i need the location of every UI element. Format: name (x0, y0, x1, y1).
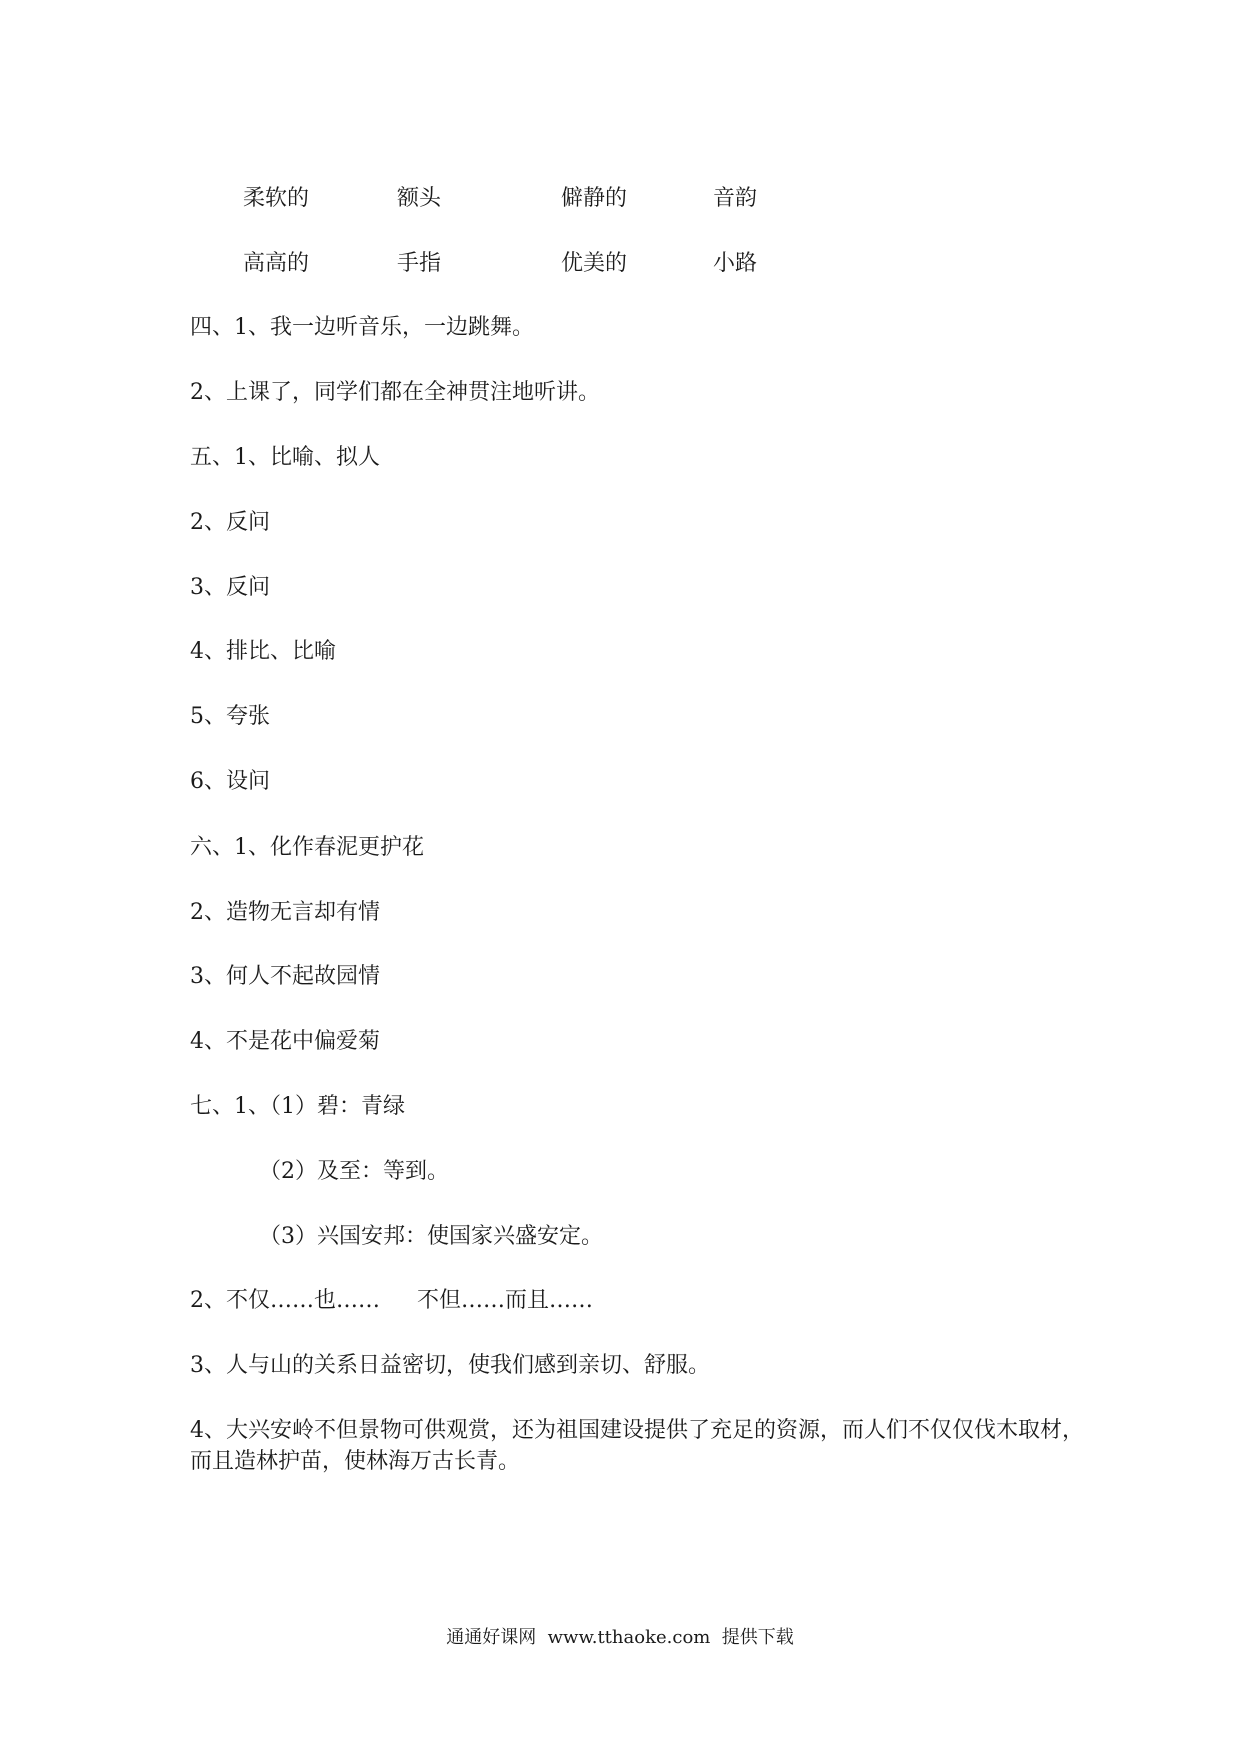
answer-line-5-1: 五、1、比喻、拟人 (190, 445, 380, 470)
answer-line-7-2b: 不但……而且…… (417, 1288, 594, 1313)
word-item: 小路 (713, 251, 758, 276)
answer-line-6-3: 3、何人不起故园情 (190, 964, 380, 989)
answer-line-5-3: 3、反问 (190, 575, 270, 600)
answer-line-7-3: 3、人与山的关系日益密切，使我们感到亲切、舒服。 (190, 1353, 710, 1378)
answer-line-7-2a: 2、不仅……也…… (190, 1288, 380, 1313)
word-item: 额头 (397, 186, 442, 211)
answer-line-7-1-3: （3）兴国安邦：使国家兴盛安定。 (259, 1224, 603, 1249)
answer-line-5-6: 6、设问 (190, 769, 270, 794)
answer-line-5-2: 2、反问 (190, 510, 270, 535)
answer-line-6-2: 2、造物无言却有情 (190, 900, 380, 925)
paragraph-line: 而且造林护苗，使林海万古长青。 (190, 1449, 521, 1474)
answer-line-4-2: 2、上课了，同学们都在全神贯注地听讲。 (190, 380, 600, 405)
answer-line-7-1-1: 七、1、（1）碧：青绿 (190, 1094, 405, 1119)
answer-line-7-1-2: （2）及至：等到。 (259, 1159, 449, 1184)
answer-line-5-4: 4、排比、比喻 (190, 639, 336, 664)
word-item: 高高的 (243, 251, 310, 276)
paragraph-line: 4、大兴安岭不但景物可供观赏，还为祖国建设提供了充足的资源，而人们不仅仅伐木取材， (190, 1418, 1085, 1443)
page-footer: 通通好课网 www.tthaoke.com 提供下载 (446, 1627, 794, 1648)
word-item: 柔软的 (243, 186, 310, 211)
word-item: 僻静的 (561, 186, 628, 211)
word-item: 音韵 (713, 186, 758, 211)
answer-line-6-4: 4、不是花中偏爱菊 (190, 1029, 380, 1054)
answer-line-5-5: 5、夸张 (190, 704, 270, 729)
word-item: 优美的 (561, 251, 628, 276)
answer-line-4-1: 四、1、我一边听音乐，一边跳舞。 (190, 315, 534, 340)
word-item: 手指 (397, 251, 442, 276)
answer-line-6-1: 六、1、化作春泥更护花 (190, 835, 424, 860)
